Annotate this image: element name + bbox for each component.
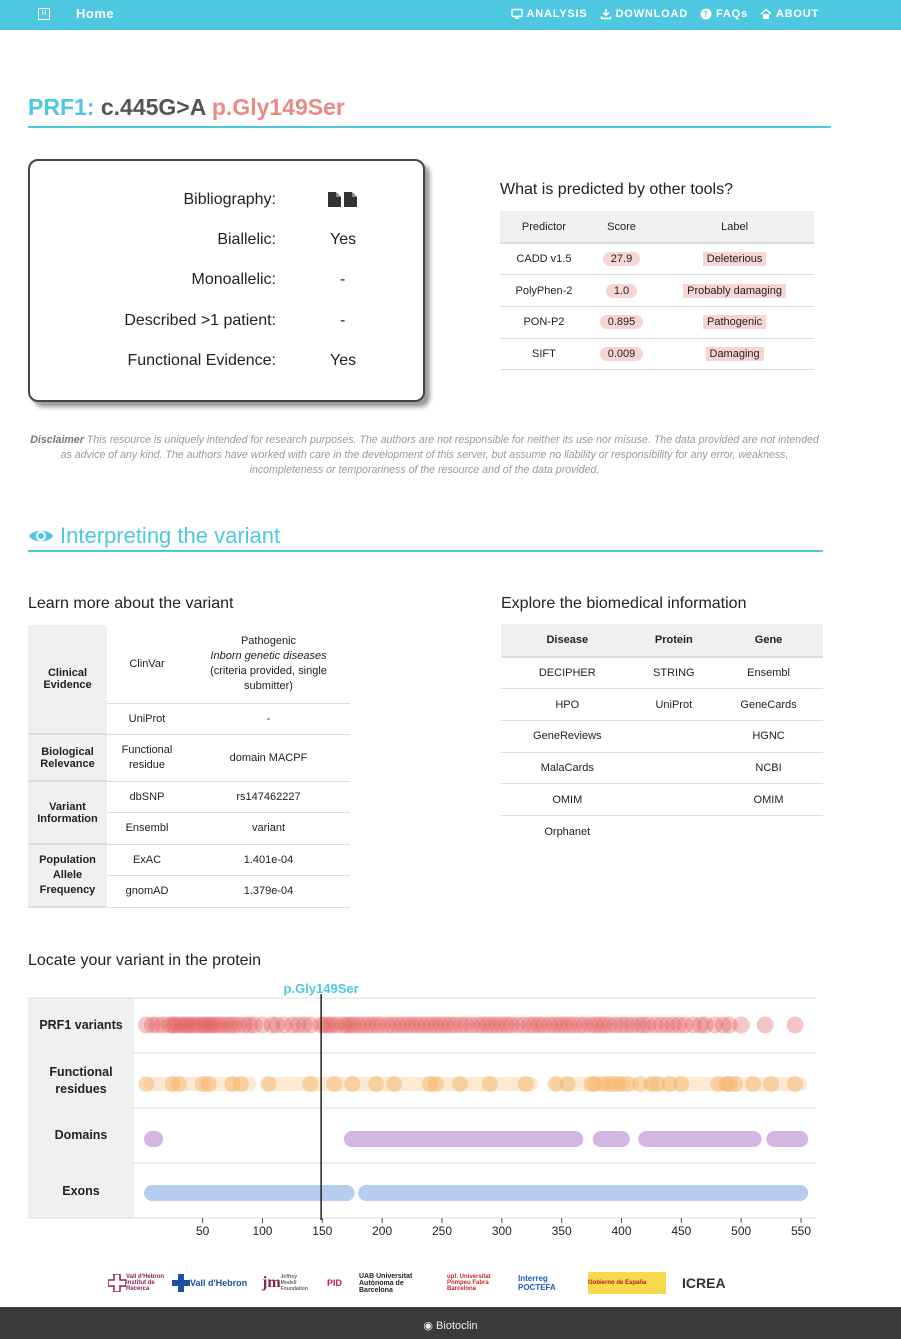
row-label-residues: Functional residues <box>28 1054 134 1107</box>
source-uniprot[interactable]: UniProt <box>107 703 187 734</box>
link-cell[interactable]: GeneReviews <box>501 720 634 752</box>
summary-row-functional <box>30 352 423 376</box>
source-functional[interactable]: Functional residue <box>107 734 187 781</box>
page-title <box>28 94 345 121</box>
variant-dot <box>757 1017 774 1034</box>
document-icon[interactable] <box>344 192 357 207</box>
predictor-name: PolyPhen-2 <box>500 275 588 307</box>
title-protein: p.Gly149Ser <box>211 94 345 120</box>
logo-vhir[interactable]: Vall d'Hebron Institut de Recerca <box>108 1266 166 1300</box>
navbar <box>0 0 901 30</box>
biotoclin-icon: ◉ <box>423 1320 433 1332</box>
exon-bar <box>358 1185 808 1201</box>
link-cell[interactable]: OMIM <box>501 784 634 816</box>
summary-value: Yes <box>330 231 357 248</box>
download-icon <box>600 8 612 20</box>
axis-tick-label: 400 <box>611 1224 632 1238</box>
link-cell <box>634 815 714 847</box>
residue-band <box>262 1077 537 1091</box>
summary-row-described <box>30 312 423 336</box>
learn-table <box>28 625 350 908</box>
row-label-variants: PRF1 variants <box>28 998 134 1052</box>
title-gene: PRF1: <box>28 94 95 120</box>
link-cell[interactable]: GeneCards <box>714 689 823 721</box>
residue-band <box>643 1077 807 1091</box>
table-row <box>501 657 823 689</box>
table-row <box>501 815 823 847</box>
table-row <box>501 752 823 784</box>
residue-band <box>550 1077 610 1091</box>
col-label: Label <box>655 211 814 243</box>
summary-key: Biallelic: <box>217 231 276 248</box>
summary-row-monoallelic <box>30 271 423 295</box>
ensembl-value[interactable]: variant <box>187 812 350 844</box>
row-label-exons: Exons <box>28 1164 134 1218</box>
col-predictor: Predictor <box>500 211 588 243</box>
score-badge: 1.0 <box>606 284 637 298</box>
logo-pid[interactable]: PID <box>327 1278 343 1288</box>
score-badge: 0.009 <box>600 347 644 361</box>
table-row <box>501 784 823 816</box>
table-row <box>500 243 814 275</box>
dbsnp-value[interactable]: rs147462227 <box>187 781 350 812</box>
link-cell[interactable]: Ensembl <box>714 657 823 689</box>
col-gene: Gene <box>714 624 823 657</box>
cross-icon <box>172 1274 190 1292</box>
summary-value: - <box>340 312 346 329</box>
domain-bar <box>344 1131 583 1147</box>
source-exac[interactable]: ExAC <box>107 844 187 875</box>
axis-tick-label: 100 <box>252 1224 273 1238</box>
score-badge: 0.895 <box>600 315 644 329</box>
link-cell <box>634 720 714 752</box>
eye-icon <box>28 527 54 545</box>
nav-faqs-label: FAQs <box>715 8 748 20</box>
track-canvas <box>28 980 816 1242</box>
clinvar-condition: Inborn genetic diseases <box>210 649 327 662</box>
predictor-name: SIFT <box>500 338 588 370</box>
logo-interreg[interactable]: Interreg POCTEFA <box>518 1274 556 1292</box>
summary-row-bibliography <box>30 191 423 215</box>
label-badge: Deleterious <box>703 252 767 266</box>
source-ensembl[interactable]: Ensembl <box>107 812 187 844</box>
summary-value: Yes <box>330 352 357 369</box>
nav-analysis-label: ANALYSIS <box>526 8 588 20</box>
table-row <box>500 306 814 338</box>
link-cell <box>714 815 823 847</box>
logo-vall-hebron[interactable]: Vall d'Hebron <box>172 1266 248 1300</box>
domain-bar <box>638 1131 761 1147</box>
functional-value: domain MACPF <box>187 734 350 781</box>
site-logo[interactable]: H <box>38 8 50 20</box>
bibliography-docs[interactable] <box>328 192 357 207</box>
table-row <box>501 720 823 752</box>
domain-bar <box>144 1131 163 1147</box>
col-disease: Disease <box>501 624 634 657</box>
link-cell[interactable]: HGNC <box>714 720 823 752</box>
axis-tick-label: 150 <box>312 1224 333 1238</box>
title-divider <box>28 126 831 128</box>
svg-text:?: ? <box>703 10 709 19</box>
partner-logos <box>0 1266 901 1300</box>
category-biological: Biological Relevance <box>28 734 107 781</box>
link-cell <box>634 784 714 816</box>
domain-bar <box>766 1131 808 1147</box>
summary-card <box>28 159 425 402</box>
exac-value: 1.401e-04 <box>187 844 350 875</box>
cross-icon <box>108 1274 126 1292</box>
section-divider <box>28 550 823 552</box>
nav-about-link[interactable] <box>760 8 819 20</box>
col-protein: Protein <box>634 624 714 657</box>
variant-dot <box>733 1017 750 1034</box>
axis-tick-label: 350 <box>551 1224 572 1238</box>
domain-bar <box>593 1131 630 1147</box>
table-row <box>28 734 350 781</box>
axis-tick-label: 250 <box>431 1224 453 1238</box>
nav-analysis-link[interactable] <box>511 8 588 20</box>
clinvar-review: (criteria provided, single submitter) <box>210 664 327 692</box>
link-cell[interactable]: MalaCards <box>501 752 634 784</box>
footer-label[interactable]: Biotoclin <box>436 1320 478 1332</box>
disclaimer-title: Disclaimer <box>30 434 84 446</box>
learn-heading: Learn more about the variant <box>28 595 234 612</box>
category-population: Population Allele Frequency <box>28 844 107 907</box>
summary-value: - <box>340 271 346 288</box>
link-cell[interactable]: UniProt <box>634 689 714 721</box>
nav-download-label: DOWNLOAD <box>615 8 688 20</box>
logo-upf[interactable]: upf. Universitat Pompeu Fabra Barcelona <box>447 1274 491 1292</box>
link-cell[interactable]: STRING <box>634 657 714 689</box>
predictor-name: PON-P2 <box>500 306 588 338</box>
summary-key: Bibliography: <box>183 191 276 208</box>
predictors-heading: What is predicted by other tools? <box>500 181 734 198</box>
locate-heading: Locate your variant in the protein <box>28 952 262 969</box>
predictors-table <box>500 211 814 370</box>
axis-tick-label: 550 <box>791 1224 812 1238</box>
footer <box>0 1307 901 1339</box>
source-clinvar[interactable]: ClinVar <box>107 625 187 703</box>
exon-bar <box>144 1185 355 1201</box>
summary-row-biallelic <box>30 231 423 255</box>
link-cell[interactable]: DECIPHER <box>501 657 634 689</box>
label-badge: Pathogenic <box>703 315 766 329</box>
summary-key: Functional Evidence: <box>127 352 276 369</box>
logo-icrea[interactable]: ICREA <box>682 1275 726 1291</box>
category-clinical: Clinical Evidence <box>28 625 107 734</box>
link-cell <box>634 752 714 784</box>
source-dbsnp[interactable]: dbSNP <box>107 781 187 812</box>
table-row <box>28 625 350 703</box>
row-label-domains: Domains <box>28 1109 134 1162</box>
interpreting-title: Interpreting the variant <box>60 523 281 548</box>
gnomad-value: 1.379e-04 <box>187 875 350 907</box>
table-row <box>28 781 350 812</box>
link-cell[interactable]: HPO <box>501 689 634 721</box>
home-icon <box>760 8 772 20</box>
table-row <box>500 338 814 370</box>
table-row <box>501 689 823 721</box>
link-cell[interactable]: OMIM <box>714 784 823 816</box>
label-badge: Probably damaging <box>683 284 786 298</box>
nav-download-link[interactable] <box>600 8 688 20</box>
nav-about-label: ABOUT <box>775 8 819 20</box>
axis-tick-label: 50 <box>195 1224 210 1238</box>
nav-faqs-link[interactable] <box>700 8 748 20</box>
clinvar-significance: Pathogenic <box>240 634 297 647</box>
axis-tick-label: 200 <box>372 1224 393 1238</box>
logo-uab[interactable]: UAB Universitat Autònoma de Barcelona <box>359 1272 413 1294</box>
residue-band <box>144 1077 256 1091</box>
logo-jmf[interactable]: jm Jeffrey Modell Foundation <box>262 1274 308 1292</box>
nav-home-link[interactable]: Home <box>76 6 115 21</box>
question-icon <box>700 8 712 20</box>
document-icon[interactable] <box>328 192 341 207</box>
label-badge: Damaging <box>706 347 764 361</box>
disclaimer-text: This resource is uniquely intended for research purposes. The authors are not responsible for neither its use nor misuse. The data provided are not intended as advice of any kind. The authors have worked with care in the development of this server, but assume no liability or responsibility for any error, weakness, incompleteness or temporariness of the resource and of the data provided. <box>60 434 819 476</box>
summary-key: Described >1 patient: <box>124 312 276 329</box>
title-cdna: c.445G>A <box>100 94 206 120</box>
protein-plot <box>28 980 816 1242</box>
table-row <box>500 275 814 307</box>
nav-links <box>511 8 819 20</box>
variant-dot <box>787 1017 804 1034</box>
variant-marker-label: p.Gly149Ser <box>283 981 359 996</box>
link-cell[interactable]: NCBI <box>714 752 823 784</box>
axis-tick-label: 300 <box>491 1224 512 1238</box>
uniprot-value: - <box>187 703 350 734</box>
axis-tick-label: 450 <box>671 1224 692 1238</box>
link-cell[interactable]: Orphanet <box>544 825 591 838</box>
axis-tick-label: 500 <box>731 1224 752 1238</box>
explore-table <box>501 624 823 847</box>
residue-band <box>627 1077 639 1091</box>
score-badge: 27.9 <box>603 252 640 266</box>
summary-key: Monoallelic: <box>191 271 276 288</box>
explore-heading: Explore the biomedical information <box>501 595 747 612</box>
col-score: Score <box>588 211 655 243</box>
clinvar-value <box>187 625 350 703</box>
disclaimer <box>28 433 821 478</box>
category-variant-info: Variant Information <box>28 781 107 844</box>
predictor-name: CADD v1.5 <box>500 243 588 275</box>
source-gnomad[interactable]: gnomAD <box>107 875 187 907</box>
logo-gobierno[interactable]: Gobierno de España <box>588 1272 666 1294</box>
monitor-icon <box>511 8 523 20</box>
table-row <box>28 844 350 875</box>
interpreting-heading <box>28 523 280 549</box>
